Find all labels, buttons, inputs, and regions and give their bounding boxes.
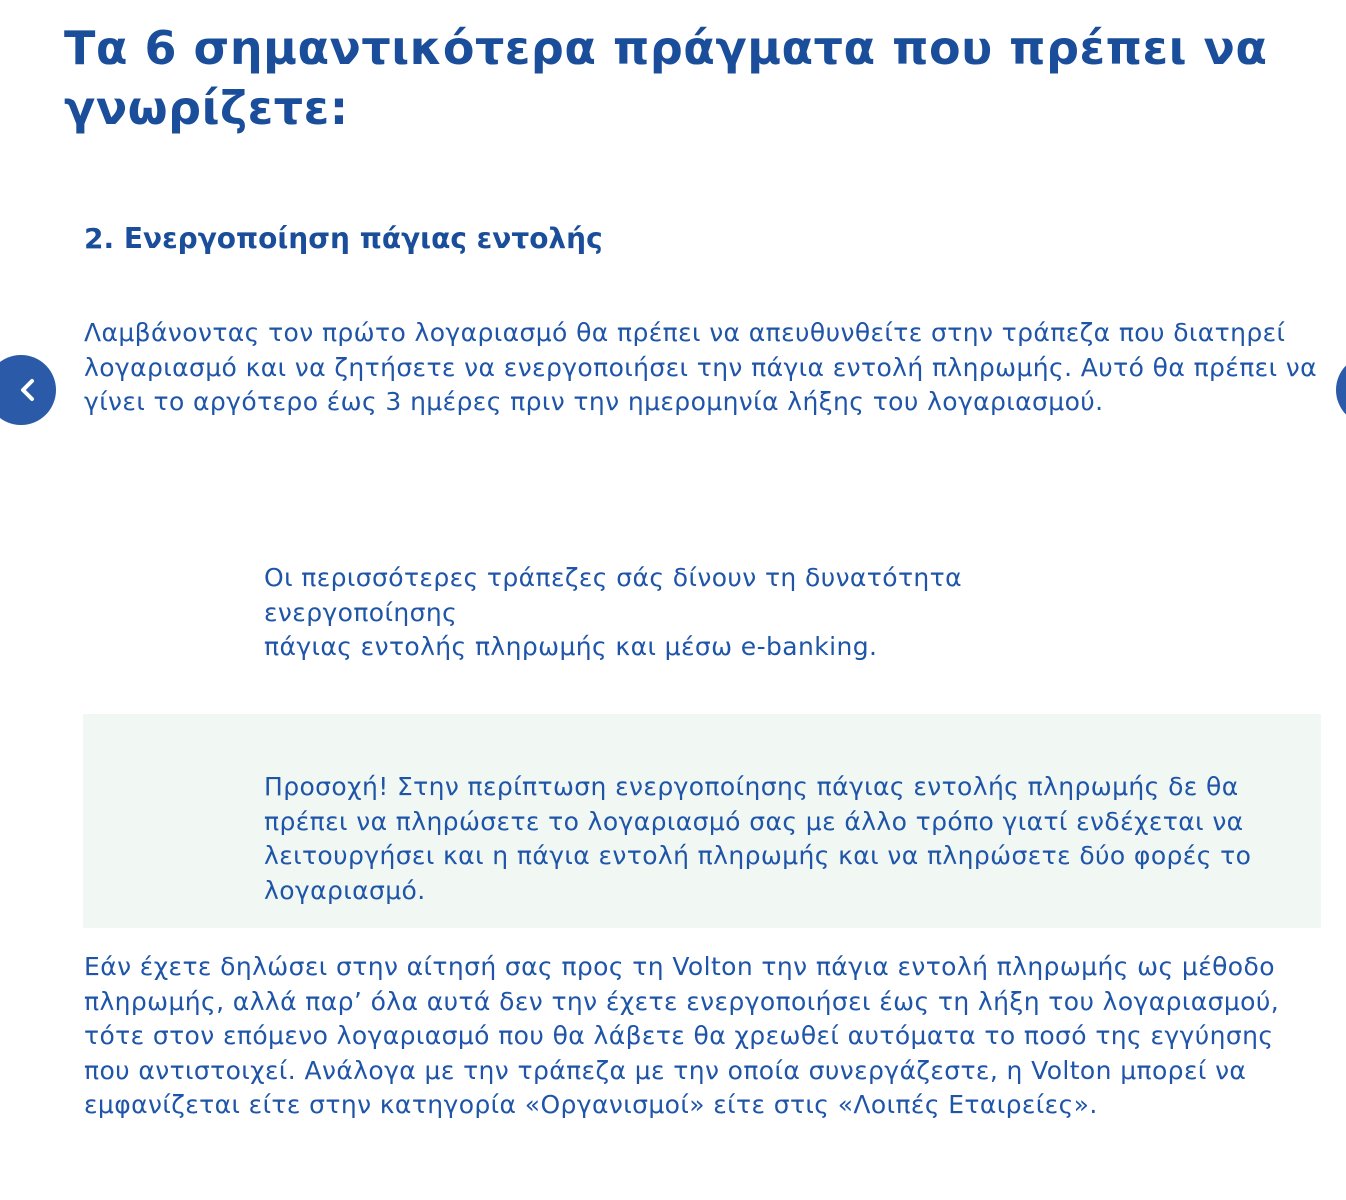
volton-paragraph: Εάν έχετε δηλώσει στην αίτησή σας προς τη Volton την πάγια εντολή πληρωμής ως μέθοδο πληρωμής, αλλά παρ’ όλα αυτά δεν την έχετε ενεργοποιήσει έως τη λήξη του λογαριασμού, τότε στον επόμενο λογαριασμό που θα λάβετε θα χρεωθεί αυτόματα το ποσό της εγγύησης που αντιστοιχεί. Ανάλογα με την τράπεζα με την οποία συνεργάζεστε, η Volton μπορεί να εμφανίζεται είτε στην κατηγορία «Οργανισμοί» είτε στις «Λοιπές Εταιρείες». <box>84 952 1280 1119</box>
intro-paragraph: Λαμβάνοντας τον πρώτο λογαριασμό θα πρέπει να απευθυνθείτε στην τράπεζα που διατηρεί λογαριασμό και να ζητήσετε να ενεργοποιήσει την πάγια εντολή πληρωμής. Αυτό θα πρέπει να γίνει το αργότερο έως 3 ημέρες πριν την ημερομηνία λήξης του λογαριασμού. <box>84 318 1318 416</box>
carousel-prev-button[interactable] <box>0 355 56 425</box>
warning-text: Προσοχή! Στην περίπτωση ενεργοποίησης πάγιας εντολής πληρωμής δε θα πρέπει να πληρώσετε το λογαριασμό σας με άλλο τρόπο γιατί ενδέχεται να λειτουργήσει και η πάγια εντολή πληρωμής και να πληρώσετε δύο φορές το λογαριασμό. <box>264 772 1252 905</box>
warning-box <box>83 714 1321 928</box>
tip-line-1: Οι περισσότερες τράπεζες σάς δίνουν τη δυνατότητα ενεργοποίησης <box>264 563 962 627</box>
chevron-left-icon <box>17 377 39 403</box>
carousel-next-button[interactable] <box>1336 355 1346 425</box>
e-banking-tip <box>264 561 1144 665</box>
tip-line-2: πάγιας εντολής πληρωμής και μέσω e-banking. <box>264 632 878 661</box>
page-title: Τα 6 σημαντικότερα πράγματα που πρέπει να γνωρίζετε: <box>64 21 1268 135</box>
section-heading: 2. Ενεργοποίηση πάγιας εντολής <box>84 222 603 255</box>
